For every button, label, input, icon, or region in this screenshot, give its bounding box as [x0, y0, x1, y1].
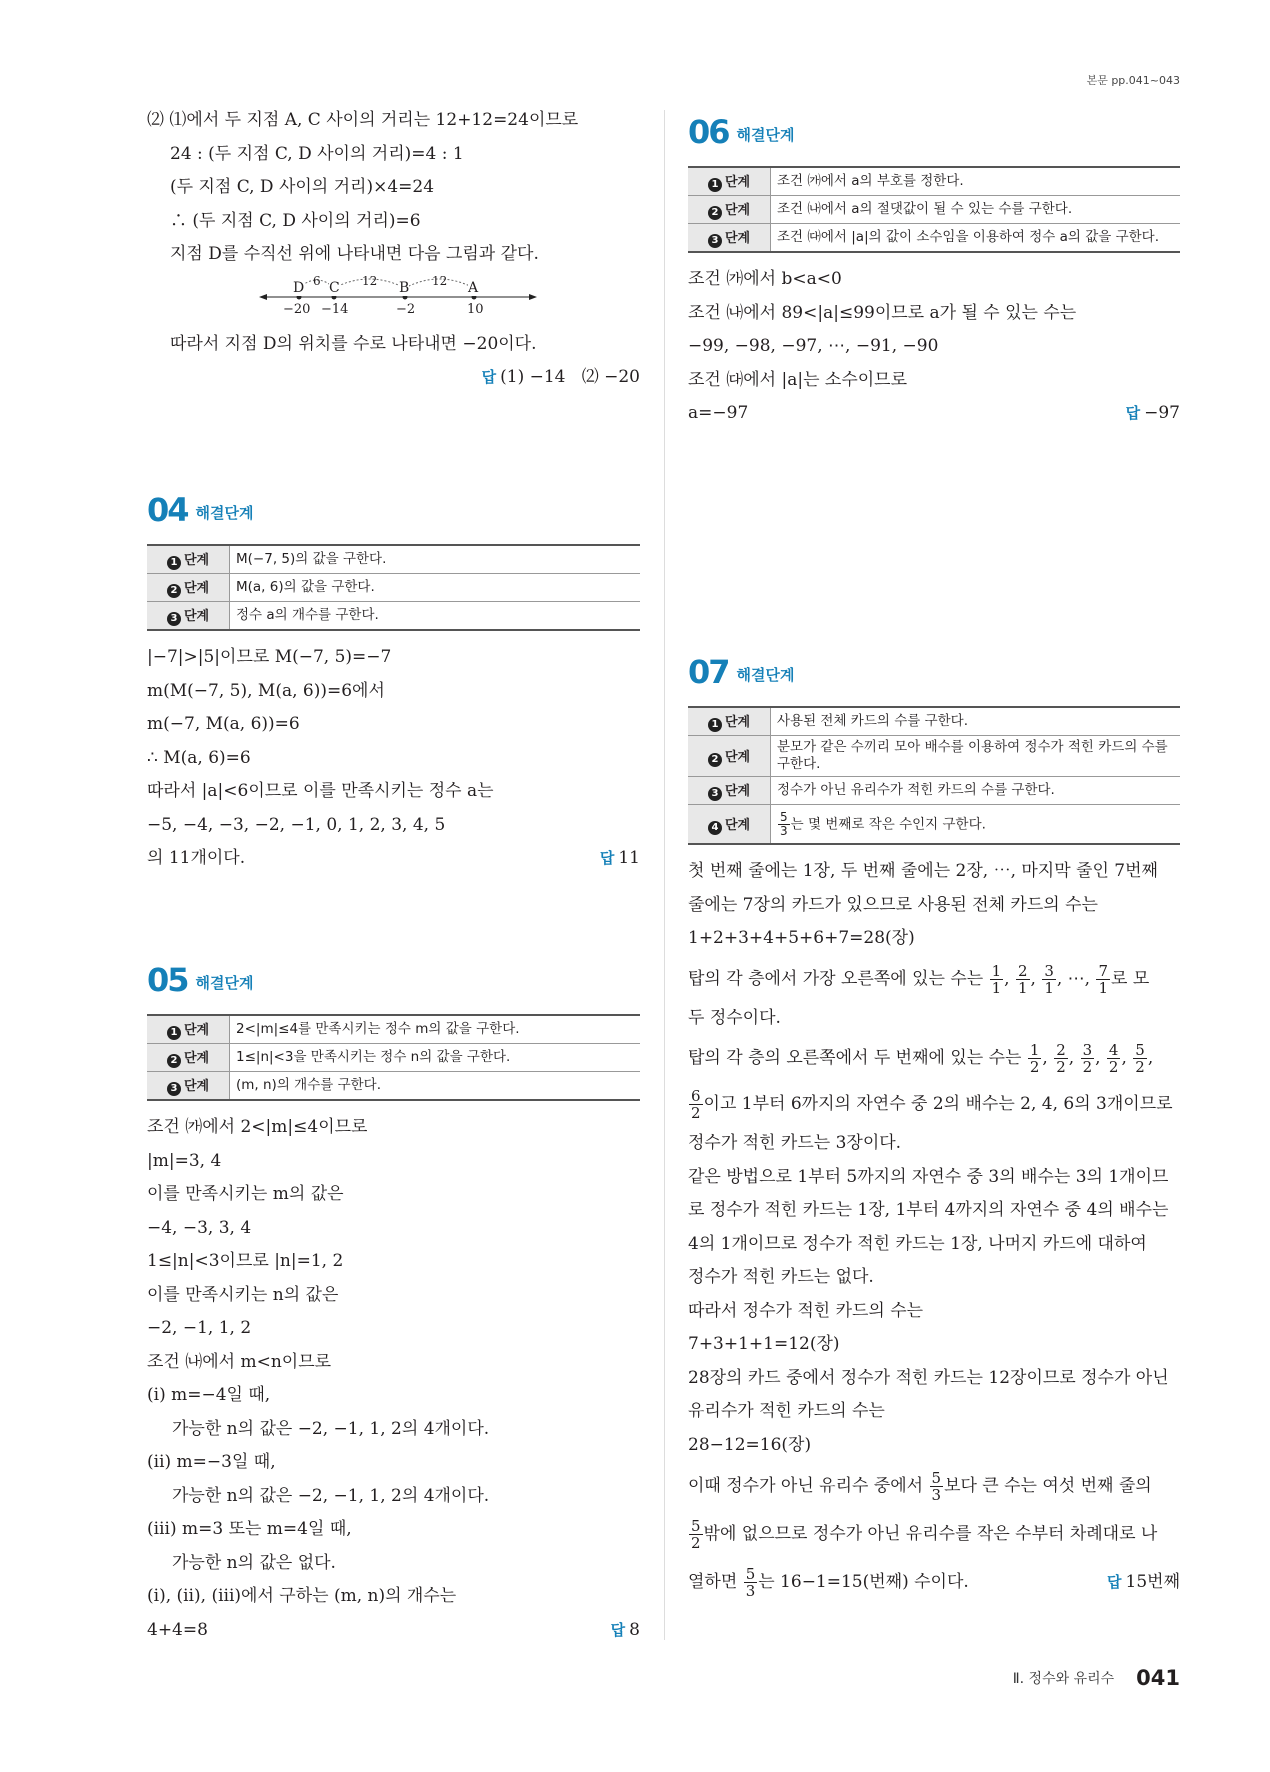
numerator: 5 [745, 1565, 756, 1583]
numerator: 4 [1108, 1041, 1119, 1059]
text-line: 따라서 정수가 적힌 카드의 수는 [688, 1300, 924, 1321]
section-number: 05 [147, 961, 188, 999]
step-row [688, 167, 1180, 196]
fraction [990, 963, 1004, 996]
text-line: ⑵ ⑴에서 두 지점 A, C 사이의 거리는 12+12=24이므로 [147, 110, 579, 130]
step-label: 단계 [183, 1079, 210, 1094]
text-line: 정수가 적힌 카드는 3장이다. [688, 1133, 902, 1153]
step-text: 정수가 아닌 유리수가 적힌 카드의 수를 구한다. [771, 777, 1181, 805]
text-line-fractions [688, 1081, 1180, 1127]
step-number-badge: 3 [167, 1082, 181, 1096]
step-row [147, 1072, 640, 1101]
step-number-badge: 3 [167, 612, 181, 626]
section-label: 해결단계 [736, 666, 795, 684]
text-line: 따라서 지점 D의 위치를 수로 나타내면 −20이다. [170, 333, 537, 354]
text-line: ∴ (두 지점 C, D 사이의 거리)=6 [170, 210, 421, 231]
text-line: 이를 만족시키는 m의 값은 [147, 1184, 344, 1204]
point-label: A [468, 279, 479, 296]
step-row [688, 805, 1180, 845]
solution-steps-table [688, 166, 1180, 253]
step-row [147, 545, 640, 574]
fraction [689, 1518, 703, 1551]
step-label: 단계 [183, 1023, 210, 1038]
answer-value: 8 [629, 1619, 640, 1640]
text-line: 조건 ㈏에서 89<|a|≤99이므로 a가 될 수 있는 수는 [688, 302, 1077, 323]
fraction [778, 811, 790, 838]
arc-label: 12 [362, 273, 378, 288]
point-label: B [399, 279, 410, 296]
text-line-fractions [688, 1462, 1180, 1510]
section-title [688, 653, 1180, 691]
step-label: 단계 [183, 553, 210, 568]
step-label: 단계 [724, 784, 751, 799]
text-line: 조건 ㈎에서 b<a<0 [688, 269, 842, 289]
step-row [688, 736, 1180, 777]
text-fragment: 탑의 각 층의 오른쪽에서 두 번째에 있는 수는 [688, 1048, 1022, 1068]
step-row [688, 707, 1180, 736]
text-line-fractions: 탑의 각 층의 오른쪽에서 두 번째에 있는 수는 $\frac{1}{2}$ , $\frac{2}{2}$ , $\frac{3}{2}$ , $\frac{4}{2}$ , $\frac{5}{2}$ , [688, 1041, 1154, 1076]
answer-label: 답 [1125, 404, 1141, 422]
step-text: 조건 ㈐에서 |a|의 값이 소수임을 이용하여 정수 a의 값을 구한다. [777, 229, 1159, 245]
answer-label: 답 [599, 849, 615, 867]
section-05 [147, 961, 640, 1647]
point-label: C [329, 279, 340, 296]
numerator: 3 [1044, 961, 1054, 980]
text-fragment: 보다 큰 수는 여섯 번째 줄의 [944, 1476, 1152, 1496]
step-number-badge: 2 [167, 584, 181, 598]
section-06 [688, 113, 1180, 431]
denominator: 2 [1029, 1058, 1040, 1076]
step-row [147, 1015, 640, 1044]
step-row [147, 602, 640, 631]
step-label: 단계 [724, 817, 751, 833]
last-line-with-answer [147, 1614, 640, 1648]
fraction [689, 1088, 703, 1121]
denominator: 2 [691, 1104, 701, 1122]
step-text: 분모가 같은 수끼리 모아 배수를 이용하여 정수가 적힌 카드의 수를 구한다. [771, 736, 1181, 777]
step-number-badge: 3 [708, 787, 722, 801]
answer-value: −97 [1144, 403, 1180, 423]
denominator: 1 [991, 978, 1002, 997]
section-label: 해결단계 [195, 504, 254, 522]
solution-steps-table [147, 1014, 640, 1101]
step-label: 단계 [724, 203, 751, 218]
step-row [688, 777, 1180, 805]
section-04 [147, 491, 640, 876]
text-line: −99, −98, −97, ⋯, −91, −90 [688, 336, 939, 356]
tick-label: 10 [467, 301, 484, 317]
point-label: D [293, 279, 305, 296]
text-line: (두 지점 C, D 사이의 거리)×4=24 [170, 177, 435, 197]
text-line: 로 정수가 적힌 카드는 1장, 1부터 4까지의 자연수 중 4의 배수는 [688, 1200, 1169, 1220]
numerator: 6 [691, 1087, 701, 1105]
text-line: 1+2+3+4+5+6+7=28(장) [688, 928, 915, 948]
section-number: 04 [147, 491, 188, 529]
section-number: 07 [688, 653, 729, 691]
text-line: 따라서 |a|<6이므로 이를 만족시키는 정수 a는 [147, 781, 494, 801]
numerator: 3 [1082, 1041, 1093, 1059]
text-line: (ⅲ) m=3 또는 m=4일 때, [147, 1519, 352, 1539]
numerator: 5 [1135, 1041, 1145, 1059]
step-text: M(−7, 5)의 값을 구한다. [230, 545, 641, 574]
step-number-badge: 2 [167, 1054, 181, 1068]
page-number: 041 [1136, 1666, 1180, 1690]
text-line: 정수가 적힌 카드는 없다. [688, 1267, 874, 1287]
denominator: 1 [1098, 978, 1109, 997]
text-line-fractions: 탑의 각 층에서 가장 오른쪽에 있는 수는 $\frac{1}{1}$ , $\frac{2}{1}$ , $\frac{3}{1}$ , ⋯, $\frac{7}{1}$ 로 모 [688, 961, 1150, 997]
step-number-badge: 2 [708, 753, 722, 767]
denominator: 2 [1108, 1058, 1119, 1076]
denominator: 2 [691, 1534, 701, 1552]
text-line: 의 11개이다. [147, 848, 246, 868]
step-text: M(a, 6)의 값을 구한다. [230, 574, 641, 602]
tick-label: −2 [396, 301, 416, 317]
text-line: −2, −1, 1, 2 [147, 1318, 252, 1338]
step-text: 2<|m|≤4를 만족시키는 정수 m의 값을 구한다. [230, 1015, 641, 1044]
tick-label: −20 [283, 301, 311, 317]
text-line: 가능한 n의 값은 −2, −1, 1, 2의 4개이다. [172, 1485, 490, 1506]
text-line: a=−97 [688, 403, 749, 423]
fraction [1096, 963, 1110, 996]
fraction [1042, 963, 1056, 996]
text-line: 가능한 n의 값은 없다. [172, 1552, 336, 1573]
text-line: 유리수가 적힌 카드의 수는 [688, 1401, 885, 1421]
section-title [147, 491, 640, 529]
text-line: 가능한 n의 값은 −2, −1, 1, 2의 4개이다. [172, 1418, 490, 1439]
text-fragment: 열하면 [688, 1572, 738, 1592]
text-line: 4+4=8 [147, 1619, 208, 1640]
fraction [1016, 963, 1030, 996]
text-line-fractions [688, 1558, 969, 1606]
section-title [688, 113, 1180, 151]
text-line: 4의 1개이므로 정수가 적힌 카드는 1장, 나머지 카드에 대하여 [688, 1233, 1147, 1254]
text-fragment: 탑의 각 층에서 가장 오른쪽에 있는 수는 [688, 968, 984, 989]
text-fragment: 는 16−1=15(번째) 수이다. [758, 1572, 969, 1592]
step-number-badge: 1 [167, 1026, 181, 1040]
column-divider [664, 110, 665, 1640]
denominator: 3 [745, 1582, 756, 1600]
text-line: 첫 번째 줄에는 1장, 두 번째 줄에는 2장, ⋯, 마지막 줄인 7번째 [688, 861, 1158, 881]
answer-label: 답 [610, 1620, 626, 1639]
last-line-with-answer [688, 397, 1180, 431]
denominator: 2 [1082, 1058, 1093, 1076]
fraction [1133, 1042, 1147, 1075]
step-label: 단계 [183, 581, 210, 596]
page-range-header: 본문 pp.041~043 [1086, 74, 1180, 87]
answer-label: 답 [481, 368, 497, 386]
step-text: 조건 ㈎에서 a의 부호를 정한다. [771, 167, 1181, 196]
text-line: 28장의 카드 중에서 정수가 적힌 카드는 12장이므로 정수가 아닌 [688, 1367, 1169, 1388]
text-fragment: 이고 1부터 6까지의 자연수 중 2의 배수는 2, 4, 6의 3개이므로 [703, 1094, 1173, 1114]
text-line: 줄에는 7장의 카드가 있으므로 사용된 전체 카드의 수는 [688, 894, 1098, 915]
fraction [1081, 1042, 1095, 1075]
fraction [744, 1566, 758, 1599]
text-fragment: 로 모 [1111, 968, 1150, 989]
step-row [688, 224, 1180, 253]
step-label: 단계 [183, 609, 210, 624]
text-line: 두 정수이다. [688, 1007, 781, 1028]
step-number-badge: 2 [708, 206, 722, 220]
denominator: 3 [780, 823, 788, 838]
arc-label: 6 [313, 273, 321, 288]
fraction [1054, 1042, 1068, 1075]
text-line: |m|=3, 4 [147, 1150, 222, 1171]
numerator: 1 [991, 961, 1002, 980]
text-line: |−7|>|5|이므로 M(−7, 5)=−7 [147, 647, 392, 667]
text-line: 조건 ㈏에서 m<n이므로 [147, 1351, 332, 1372]
text-line: 지점 D를 수직선 위에 나타내면 다음 그림과 같다. [170, 244, 539, 264]
last-line-with-answer [688, 1558, 1180, 1606]
step-row [147, 1044, 640, 1072]
answer-value: 11 [618, 848, 640, 868]
numerator: 2 [1017, 961, 1028, 980]
step-number-badge: 1 [167, 556, 181, 570]
text-line: −4, −3, 3, 4 [147, 1217, 252, 1238]
step-text: 정수 a의 개수를 구한다. [236, 607, 379, 623]
number-line-svg [147, 274, 640, 322]
answer [147, 361, 640, 394]
section-label: 해결단계 [736, 126, 795, 144]
denominator: 2 [1135, 1058, 1145, 1076]
section-label: 해결단계 [195, 974, 254, 992]
denominator: 3 [931, 1486, 942, 1504]
number-line-figure [147, 274, 640, 322]
step-label: 단계 [724, 175, 751, 190]
step-text: 사용된 전체 카드의 수를 구한다. [771, 707, 1181, 736]
numerator: 1 [1029, 1041, 1040, 1059]
solution-steps-table [147, 544, 640, 631]
numerator: 2 [1056, 1041, 1066, 1059]
denominator: 1 [1044, 978, 1054, 997]
text-line: m(M(−7, 5), M(a, 6))=6에서 [147, 680, 385, 701]
step-text: (m, n)의 개수를 구한다. [236, 1077, 381, 1093]
numerator: 5 [691, 1517, 701, 1535]
text-line: 28−12=16(장) [688, 1434, 812, 1455]
step-text: 조건 ㈏에서 a의 절댓값이 될 수 있는 수를 구한다. [771, 196, 1181, 224]
section-title [147, 961, 640, 999]
numerator: 7 [1098, 961, 1109, 980]
text-fragment: 이때 정수가 아닌 유리수 중에서 [688, 1476, 924, 1496]
text-line: 24 : (두 지점 C, D 사이의 거리)=4 : 1 [170, 143, 464, 164]
step-number-badge: 3 [708, 234, 722, 248]
text-line: (ⅰ) m=−4일 때, [147, 1385, 271, 1405]
step-text: 1≤|n|<3을 만족시키는 정수 n의 값을 구한다. [230, 1044, 641, 1072]
solution-steps-table [688, 706, 1180, 845]
page-footer [1013, 1666, 1180, 1690]
step-label: 단계 [183, 1051, 210, 1066]
text-line: −5, −4, −3, −2, −1, 0, 1, 2, 3, 4, 5 [147, 814, 446, 835]
step-label: 단계 [724, 231, 751, 246]
step-number-badge: 4 [708, 821, 722, 835]
step-number-badge: 1 [708, 178, 722, 192]
step-text: 는 몇 번째로 작은 수인지 구한다. [790, 816, 986, 832]
denominator: 2 [1056, 1058, 1066, 1076]
section-number: 06 [688, 113, 729, 151]
arc-label: 12 [432, 273, 448, 288]
text-line-fractions [688, 1510, 1180, 1558]
chapter-title: Ⅱ. 정수와 유리수 [1012, 1671, 1115, 1687]
denominator: 1 [1017, 978, 1028, 997]
step-row [688, 196, 1180, 224]
text-line: (ⅰ), (ⅱ), (ⅲ)에서 구하는 (m, n)의 개수는 [147, 1586, 457, 1606]
left-column [147, 104, 640, 394]
text-line: (ⅱ) m=−3일 때, [147, 1452, 276, 1472]
numerator: 5 [931, 1469, 942, 1487]
section-07 [688, 653, 1180, 1606]
fraction [930, 1470, 944, 1503]
answer-label: 답 [1107, 1572, 1122, 1591]
step-label: 단계 [724, 715, 751, 730]
answer-value: (1) −14 ⑵ −20 [500, 367, 640, 387]
text-line: ∴ M(a, 6)=6 [147, 747, 251, 768]
text-line: 조건 ㈎에서 2<|m|≤4이므로 [147, 1117, 368, 1137]
step-label: 단계 [724, 749, 751, 765]
text-line: m(−7, M(a, 6))=6 [147, 714, 300, 734]
numerator: 5 [780, 809, 788, 824]
text-fragment: 밖에 없으므로 정수가 아닌 유리수를 작은 수부터 차례대로 나 [703, 1524, 1158, 1544]
step-number-badge: 1 [708, 718, 722, 732]
text-line: 이를 만족시키는 n의 값은 [147, 1284, 339, 1305]
last-line-with-answer [147, 842, 640, 876]
fraction [1107, 1042, 1121, 1075]
text-line: 1≤|n|<3이므로 |n|=1, 2 [147, 1251, 344, 1271]
answer-value: 15번째 [1125, 1571, 1180, 1592]
step-row [147, 574, 640, 602]
text-line: 7+3+1+1=12(장) [688, 1334, 840, 1354]
text-line: 조건 ㈐에서 |a|는 소수이므로 [688, 369, 908, 390]
text-line: 같은 방법으로 1부터 5까지의 자연수 중 3의 배수는 3의 1개이므 [688, 1166, 1169, 1187]
tick-label: −14 [321, 301, 349, 317]
fraction [1028, 1042, 1042, 1075]
